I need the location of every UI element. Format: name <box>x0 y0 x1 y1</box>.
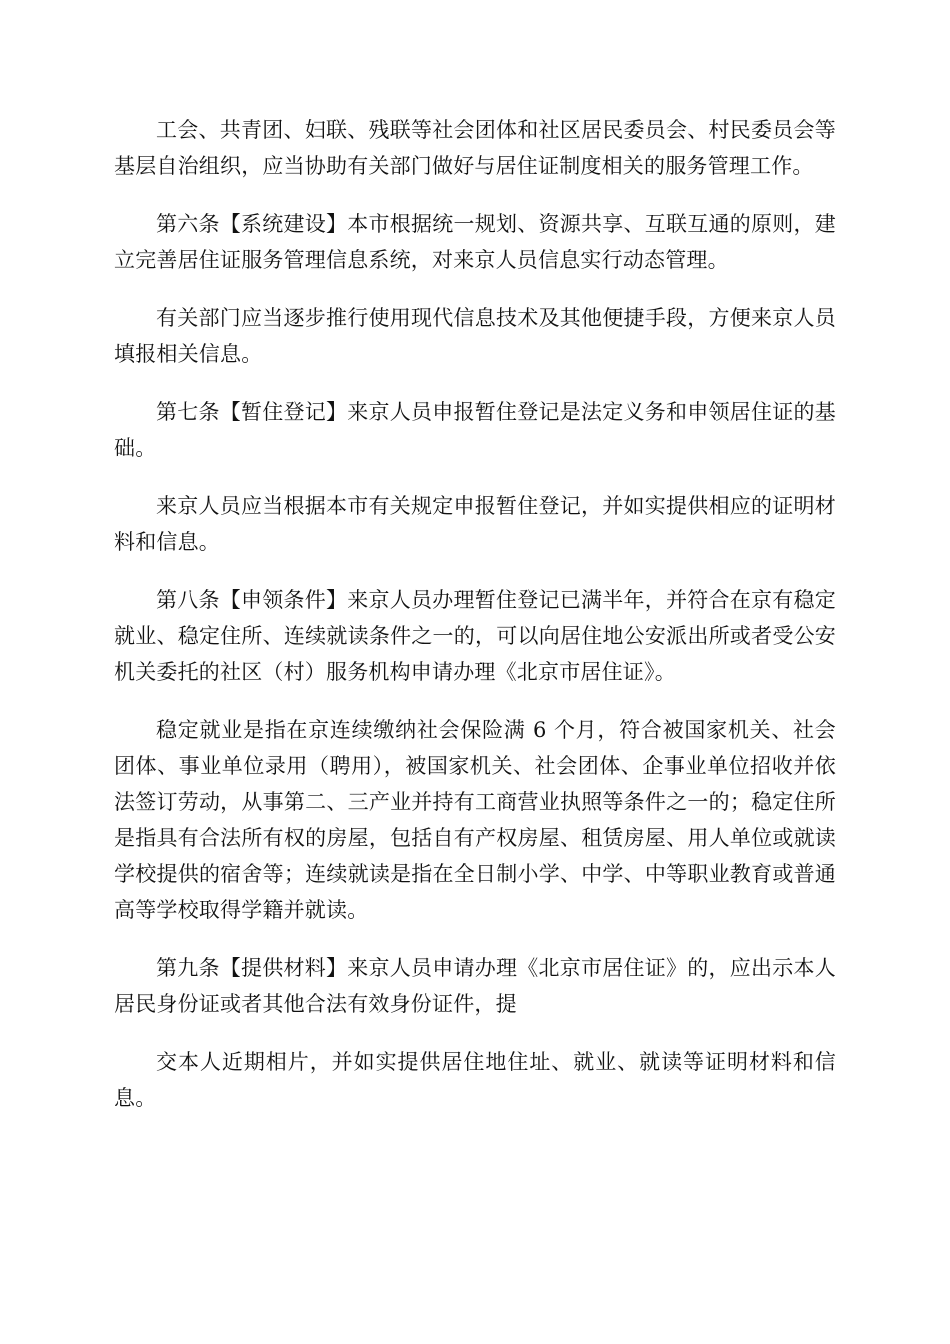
paragraph-article-6: 第六条【系统建设】本市根据统一规划、资源共享、互联互通的原则，建立完善居住证服务管理信息系统，对来京人员信息实行动态管理。 <box>114 212 836 272</box>
paragraph-article-9: 第九条【提供材料】来京人员申请办理《北京市居住证》的，应出示本人居民身份证或者其他合法有效身份证件，提 <box>114 956 836 1016</box>
paragraph-social-organizations: 工会、共青团、妇联、残联等社会团体和社区居民委员会、村民委员会等基层自治组织，应当协助有关部门做好与居住证制度相关的服务管理工作。 <box>114 118 836 178</box>
paragraph-article-9-continued: 交本人近期相片，并如实提供居住地住址、就业、就读等证明材料和信息。 <box>114 1050 836 1110</box>
paragraph-article-7-detail: 来京人员应当根据本市有关规定申报暂住登记，并如实提供相应的证明材料和信息。 <box>114 494 836 554</box>
paragraph-article-7: 第七条【暂住登记】来京人员申报暂住登记是法定义务和申领居住证的基础。 <box>114 400 836 460</box>
paragraph-article-6-detail: 有关部门应当逐步推行使用现代信息技术及其他便捷手段，方便来京人员填报相关信息。 <box>114 306 836 366</box>
paragraph-article-8-detail: 稳定就业是指在京连续缴纳社会保险满 6 个月，符合被国家机关、社会团体、事业单位录用（聘用），被国家机关、社会团体、企事业单位招收并依法签订劳动，从事第二、三产业并持有工商营业执照等条件之一的；稳定住所是指具有合法所有权的房屋，包括自有产权房屋、租赁房屋、用人单位或就读学校提供的宿舍等；连续就读是指在全日制小学、中学、中等职业教育或普通高等学校取得学籍并就读。 <box>114 718 836 922</box>
paragraph-article-8: 第八条【申领条件】来京人员办理暂住登记已满半年，并符合在京有稳定就业、稳定住所、连续就读条件之一的，可以向居住地公安派出所或者受公安机关委托的社区（村）服务机构申请办理《北京市居住证》。 <box>114 588 836 684</box>
